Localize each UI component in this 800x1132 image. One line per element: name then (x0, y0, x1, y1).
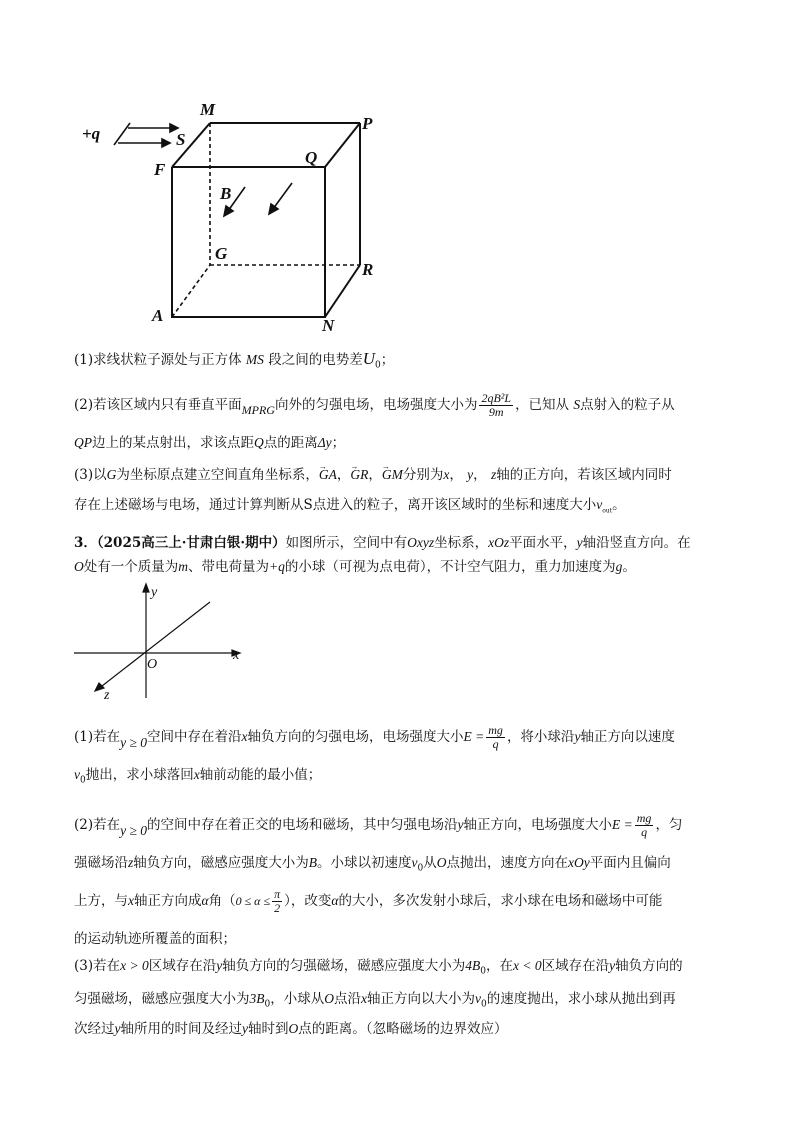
p3-q2-line2: 强磁场沿z轴负方向，磁感应强度大小为B。小球以初速度$v_0$从O点抛出，速度方向在xOy平面内且偏向 (74, 855, 671, 874)
p3-q3-line2: 匀强磁场，磁感应强度大小为$3B_0$，小球从O点沿x轴正方向以大小为$v_0$的速度抛出，求小球从抛出到再 (74, 991, 676, 1010)
label-R: R (362, 260, 374, 279)
p3-q1-line2: $v_0$抛出，求小球落回x轴前动能的最小值； (74, 767, 322, 786)
p3-q1-line1: (1)若在y ≥ 0空间中存在着沿x轴负方向的匀强电场，电场强度大小E = $\frac{mg}{q}$ ，将小球沿y轴正方向以速度 (74, 723, 675, 751)
axis-z-label: z (104, 688, 110, 703)
origin-label: O (147, 657, 158, 672)
p3-q2-line1: (2)若在y ≥ 0的空间中存在着正交的电场和磁场，其中匀强电场沿y轴正方向，电场强度大小E = $\frac{mg}{q}$ ，匀 (74, 811, 683, 839)
p2-q3-line2: 存在上述磁场与电场，通过计算判断从S点进入的粒子，离开该区域时的坐标和速度大小$v_{out}$。 (74, 497, 626, 515)
label-F: F (154, 160, 166, 179)
axis-x-label: x (233, 648, 240, 663)
label-P: P (362, 114, 373, 133)
p3-q2-line4: 的运动轨迹所覆盖的面积； (74, 931, 236, 947)
cube-figure (70, 95, 400, 335)
axes-figure (70, 580, 260, 705)
p2-q3-line1: (3)以G为坐标原点建立空间直角坐标系，→ GA，→ GR，→ GM分别为x， y， z轴的正方向，若该区域内同时 (74, 466, 672, 484)
p3-intro-line2: O处有一个质量为m、带电荷量为+q的小球（可视为点电荷），不计空气阻力，重力加速度为g。 (74, 559, 636, 575)
p3-q2-line3: 上方，与x轴正方向成α角（0 ≤ α ≤ $\frac{\pi}{2}$ ），改变α的大小，多次发射小球后，求小球在电场和磁场中可能 (74, 887, 663, 915)
p3-q3-line3: 次经过y轴所用的时间及经过y轴时到O点的距离。（忽略磁场的边界效应） (74, 1021, 508, 1037)
label-G: G (215, 244, 228, 263)
p2-q2-line1: (2)若该区域内只有垂直平面MPRG向外的匀强电场，电场强度大小为 $\frac{\text{2qB²L}}{9m}$ ，已知从 S点射入的粒子从 (74, 391, 675, 419)
label-N: N (322, 316, 335, 335)
p2-q1: (1)求线状粒子源处与正方体 MS 段之间的电势差$U_0$； (74, 349, 395, 371)
p3-q3-line1: (3)若在x > 0区域存在沿y轴负方向的匀强磁场，磁感应强度大小为$4B_0$，在x < 0区域存在沿y轴负方向的 (74, 958, 683, 977)
label-S: S (176, 130, 186, 149)
label-M: M (200, 100, 216, 119)
label-Q: Q (305, 148, 318, 167)
p2-q2-line2: QP边上的某点射出，求该点距Q点的距离Δy； (74, 435, 346, 451)
label-q: +q (82, 124, 101, 143)
label-B: B (220, 184, 232, 203)
axis-y-label: y (151, 585, 158, 600)
p3-intro-line1: 3．（2025高三上·甘肃白银·期中）如图所示，空间中有Oxyz坐标系，xOz平面水平，y轴沿竖直方向。在 (74, 535, 691, 551)
label-A: A (152, 306, 164, 325)
